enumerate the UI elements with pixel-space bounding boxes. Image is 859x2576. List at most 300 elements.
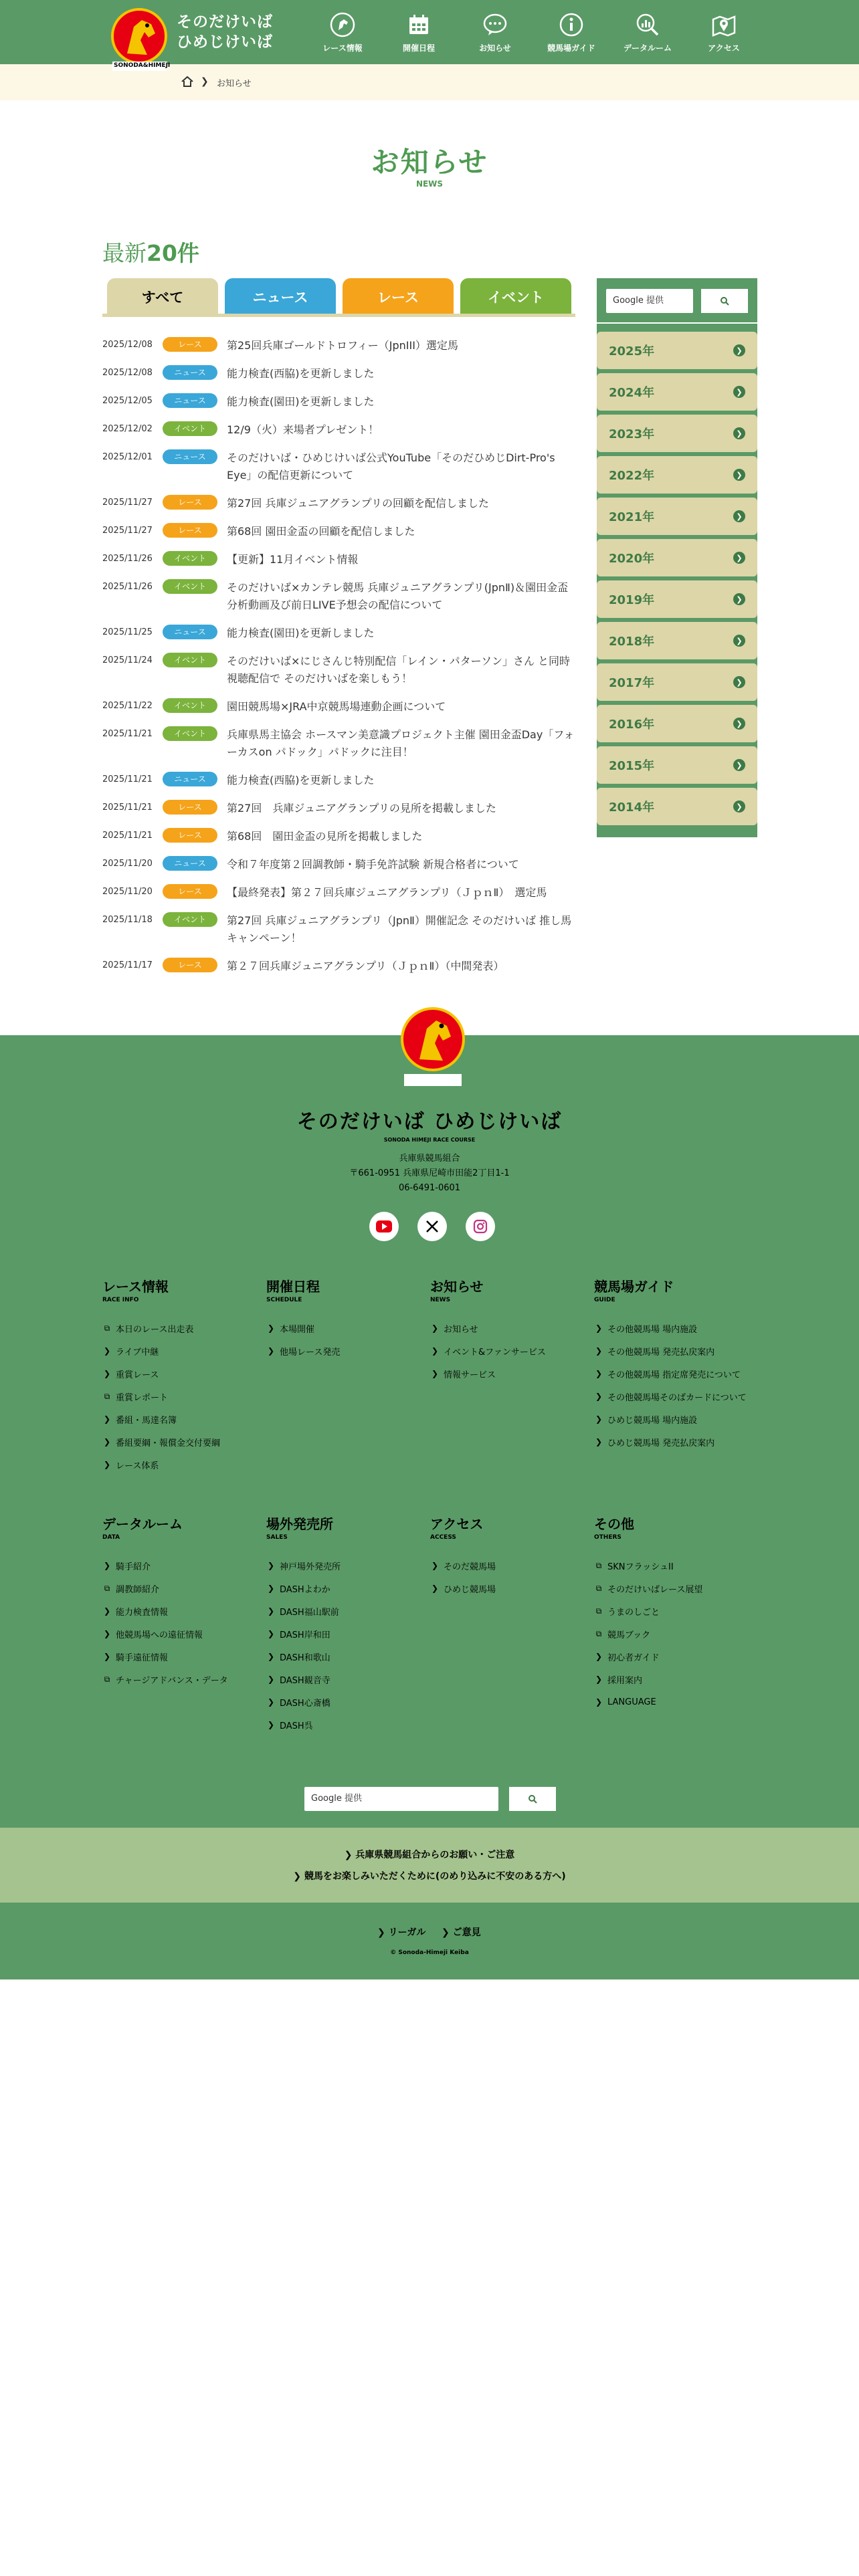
sns-links xyxy=(369,1212,495,1241)
nav-guide[interactable] xyxy=(533,0,609,64)
page-title-en: NEWS xyxy=(415,179,444,189)
footer-link-label: 重賞レース xyxy=(116,1370,159,1380)
year-label: 2019年 xyxy=(609,593,655,607)
chevron-right-icon: ❯ xyxy=(733,635,745,647)
year-label: 2024年 xyxy=(609,386,655,400)
external-link-icon: ⧉ xyxy=(104,1391,110,1401)
news-title[interactable]: 第25回兵庫ゴールドトロフィー（JpnIII）選定馬 xyxy=(227,339,458,352)
search-input[interactable]: Google 提供 xyxy=(606,289,693,313)
news-title[interactable]: 【最終発表】第２７回兵庫ジュニアグランプリ（ＪｐｎⅡ） 選定馬 xyxy=(227,886,547,899)
footer-column-en: SCHEDULE xyxy=(266,1297,302,1303)
news-item[interactable] xyxy=(102,794,575,823)
footer-link-label: 本日のレース出走表 xyxy=(116,1324,194,1335)
home-icon[interactable] xyxy=(181,75,194,88)
chevron-right-icon: ❯ xyxy=(733,718,745,730)
footer-link-label: 競馬ブック xyxy=(607,1630,651,1640)
footer-column xyxy=(266,1276,427,1362)
news-title[interactable]: 第68回 園田金盃の回顧を配信しました xyxy=(227,525,415,538)
footer-link[interactable] xyxy=(594,1600,755,1622)
news-title[interactable]: そのだけいば・ひめじけいば公式YouTube「そのだひめじDirt-Pro's Eye」の配信更新について xyxy=(227,451,555,481)
footer-link-label: ひめじ競馬場 発売払戻案内 xyxy=(607,1438,715,1448)
chevron-right-icon: ❯ xyxy=(595,1323,603,1333)
chevron-right-icon: ❯ xyxy=(733,386,745,398)
logo-text[interactable] xyxy=(177,12,273,52)
footer-link[interactable] xyxy=(102,1622,263,1645)
category-badge: イベント xyxy=(163,912,217,927)
footer-link[interactable] xyxy=(266,1645,427,1668)
footer-column-en: GUIDE xyxy=(594,1297,615,1303)
footer-link[interactable] xyxy=(266,1339,427,1362)
notice-band xyxy=(0,1828,859,1903)
year-label: 2020年 xyxy=(609,552,655,566)
news-date: 2025/11/20 xyxy=(102,887,153,897)
logo-line-1: そのだけいば xyxy=(177,13,273,31)
news-title[interactable]: 第27回 兵庫ジュニアグランプリ（JpnⅡ）開催記念 そのだけいば 推し馬キャンペーン！ xyxy=(227,914,572,944)
footer-link-label: 初心者ガイド xyxy=(607,1652,660,1663)
footer-link-label: その他競馬場 場内施設 xyxy=(607,1324,698,1335)
chevron-right-icon: ❯ xyxy=(431,1561,439,1570)
footer-link[interactable] xyxy=(594,1317,755,1339)
chevron-right-icon: ❯ xyxy=(103,1652,111,1661)
external-link-icon: ⧉ xyxy=(595,1606,602,1616)
news-list xyxy=(102,332,575,980)
chevron-right-icon: ❯ xyxy=(431,1323,439,1333)
news-date: 2025/11/25 xyxy=(102,627,153,637)
footer-column-title: その他 xyxy=(594,1516,634,1532)
footer-link-label: 調教師紹介 xyxy=(116,1584,160,1595)
tab-label: ニュース xyxy=(252,290,308,306)
chevron-right-icon: ❯ xyxy=(103,1414,111,1424)
notice-link-1[interactable]: ❯ 兵庫県競馬組合からのお願い・ご注意 xyxy=(344,1850,515,1860)
chevron-right-icon: ❯ xyxy=(103,1460,111,1469)
x-twitter-icon[interactable] xyxy=(417,1212,447,1241)
news-title[interactable]: 能力検査(西脇)を更新しました xyxy=(227,367,375,380)
calendar-icon xyxy=(405,11,432,38)
instagram-icon[interactable] xyxy=(466,1212,495,1241)
chevron-right-icon: ❯ xyxy=(595,1675,603,1684)
footer-link-label: そのだ競馬場 xyxy=(444,1562,496,1572)
chevron-right-icon: ❯ xyxy=(201,76,209,87)
info-circle-icon xyxy=(558,11,585,38)
footer-link-label: チャージアドバンス・データ xyxy=(116,1675,228,1686)
news-item[interactable] xyxy=(102,490,575,518)
news-date: 2025/11/24 xyxy=(102,655,153,665)
page-title: お知らせ xyxy=(371,146,488,179)
news-item[interactable] xyxy=(102,766,575,794)
news-date: 2025/11/21 xyxy=(102,802,153,813)
footer-link-label: 神戸場外発売所 xyxy=(280,1562,341,1572)
notice-link-label: 競馬をお楽しみいただくために(のめり込みに不安のある方へ) xyxy=(304,1871,566,1882)
news-title[interactable]: 園田競馬場×JRA中京競馬場連動企画について xyxy=(227,700,446,713)
external-link-icon: ⧉ xyxy=(595,1628,602,1638)
news-item[interactable] xyxy=(102,546,575,574)
footer-link-label: お知らせ xyxy=(444,1324,478,1335)
footer-link-label: 採用案内 xyxy=(607,1675,643,1686)
news-title[interactable]: 能力検査(西脇)を更新しました xyxy=(227,774,375,786)
chevron-right-icon: ❯ xyxy=(595,1652,603,1661)
chevron-right-icon: ❯ xyxy=(267,1561,275,1570)
copyright: © Sonoda-Himeji Keiba xyxy=(390,1949,469,1956)
footer-column-title: 場外発売所 xyxy=(266,1516,333,1532)
news-date: 2025/11/27 xyxy=(102,526,153,536)
logo-caption: SONODA&HIMEJI xyxy=(114,62,171,69)
chevron-right-icon: ❯ xyxy=(103,1606,111,1616)
news-date: 2025/12/02 xyxy=(102,424,153,434)
news-title[interactable]: 令和７年度第２回調教師・騎手免許試験 新規合格者について xyxy=(227,858,519,871)
news-title[interactable]: そのだけいば×カンテレ競馬 兵庫ジュニアグランプリ(JpnⅡ)＆園田金盃 分析動画及び前日LIVE予想会の配信について xyxy=(227,581,569,611)
footer-link[interactable] xyxy=(102,1317,263,1339)
youtube-icon[interactable] xyxy=(369,1212,399,1241)
year-link[interactable] xyxy=(597,622,757,659)
news-title[interactable]: 第２７回兵庫ジュニアグランプリ（ＪｐｎⅡ）（中間発表） xyxy=(227,960,504,972)
footer-column-en: DATA xyxy=(102,1534,120,1541)
year-label: 2014年 xyxy=(609,800,655,815)
year-link[interactable] xyxy=(597,788,757,825)
footer-link[interactable] xyxy=(102,1453,263,1476)
footer-link[interactable] xyxy=(594,1691,755,1713)
nav-label: アクセス xyxy=(708,43,740,53)
nav-label: お知らせ xyxy=(479,43,511,53)
external-link-icon: ⧉ xyxy=(104,1323,110,1333)
footer-link[interactable] xyxy=(102,1385,263,1408)
chevron-right-icon: ❯ xyxy=(267,1675,275,1684)
external-link-icon: ⧉ xyxy=(104,1583,110,1593)
category-badge: イベント xyxy=(163,698,217,713)
external-link-icon: ⧉ xyxy=(595,1583,602,1593)
footer-link[interactable] xyxy=(102,1430,263,1453)
category-badge: ニュース xyxy=(163,449,217,464)
footer-link[interactable] xyxy=(102,1577,263,1600)
chevron-right-icon: ❯ xyxy=(267,1720,275,1729)
news-item[interactable] xyxy=(102,851,575,879)
footer-link-label: SKNフラッシュII xyxy=(607,1562,674,1572)
news-item[interactable] xyxy=(102,693,575,721)
chevron-right-icon: ❯ xyxy=(595,1346,603,1356)
chevron-right-icon: ❯ xyxy=(733,759,745,771)
footer-column xyxy=(594,1513,755,1713)
year-label: 2016年 xyxy=(609,718,655,732)
news-title[interactable]: 第27回 兵庫ジュニアグランプリの回顧を配信しました xyxy=(227,497,490,510)
news-item[interactable] xyxy=(102,444,575,490)
external-link-icon: ⧉ xyxy=(104,1674,110,1684)
news-item[interactable] xyxy=(102,907,575,952)
news-title[interactable]: 能力検査(園田)を更新しました xyxy=(227,395,375,408)
chevron-right-icon: ❯ xyxy=(267,1584,275,1593)
chevron-right-icon: ❯ xyxy=(103,1369,111,1378)
tab-underline xyxy=(102,314,575,317)
chevron-right-icon: ❯ xyxy=(431,1346,439,1356)
horse-head-icon xyxy=(329,11,356,38)
chevron-right-icon: ❯ xyxy=(267,1652,275,1661)
chevron-right-icon: ❯ xyxy=(267,1346,275,1356)
nav-label: データルーム xyxy=(623,43,672,53)
tab-race[interactable] xyxy=(343,278,454,316)
footer-column-title: レース情報 xyxy=(102,1279,169,1295)
footer-column-en: NEWS xyxy=(430,1297,451,1303)
news-item[interactable] xyxy=(102,518,575,546)
external-link-icon: ⧉ xyxy=(595,1560,602,1570)
news-title[interactable]: 能力検査(園田)を更新しました xyxy=(227,627,375,639)
news-date: 2025/11/17 xyxy=(102,960,153,970)
nav-access[interactable] xyxy=(686,0,762,64)
category-badge: イベント xyxy=(163,653,217,667)
news-date: 2025/12/08 xyxy=(102,340,153,350)
notice-link-label: 兵庫県競馬組合からのお願い・ご注意 xyxy=(355,1850,515,1860)
footer-column-en: OTHERS xyxy=(594,1534,622,1541)
breadcrumb-current: お知らせ xyxy=(217,79,252,89)
nav-label: レース情報 xyxy=(322,43,363,53)
nav-schedule[interactable] xyxy=(381,0,457,64)
year-link[interactable] xyxy=(597,373,757,411)
news-item[interactable] xyxy=(102,619,575,647)
tab-all[interactable] xyxy=(107,278,218,316)
year-link[interactable] xyxy=(597,705,757,742)
footer-bottom xyxy=(0,1903,859,1979)
tab-label: すべて xyxy=(141,290,184,306)
footer-site-name: そのだけいば ひめじけいば xyxy=(296,1110,563,1134)
nav-news[interactable] xyxy=(457,0,533,64)
search-box xyxy=(606,289,748,313)
chevron-right-icon: ❯ xyxy=(267,1629,275,1638)
footer-tel: 06-6491-0601 xyxy=(398,1183,461,1193)
footer-column-en: ACCESS xyxy=(430,1534,456,1541)
chevron-right-icon: ❯ xyxy=(595,1697,603,1707)
footer-link-label: その他競馬場 発売払戻案内 xyxy=(607,1347,715,1358)
footer-link[interactable] xyxy=(102,1554,263,1577)
footer-link[interactable] xyxy=(594,1645,755,1668)
news-date: 2025/11/21 xyxy=(102,831,153,841)
category-badge: イベント xyxy=(163,579,217,594)
logo-line-2: ひめじけいば xyxy=(177,33,273,51)
news-title[interactable]: 【更新】11月イベント情報 xyxy=(227,553,359,566)
footer-link[interactable] xyxy=(430,1339,591,1362)
footer-link[interactable] xyxy=(430,1317,591,1339)
map-pin-icon xyxy=(710,11,737,38)
news-item[interactable] xyxy=(102,574,575,619)
footer-link-label: 番組要綱・報償金交付要綱 xyxy=(116,1438,221,1448)
count-value: 20件 xyxy=(147,240,199,266)
footer-link[interactable] xyxy=(594,1339,755,1362)
year-archive xyxy=(597,324,757,837)
category-badge: レース xyxy=(163,828,217,843)
footer-column-title: 開催日程 xyxy=(266,1279,320,1295)
year-link[interactable] xyxy=(597,415,757,452)
notice-link-2[interactable]: ❯ 競馬をお楽しみいただくために(のめり込みに不安のある方へ) xyxy=(293,1871,566,1882)
category-badge: レース xyxy=(163,523,217,538)
chat-bubble-icon xyxy=(482,11,508,38)
footer-link-label: DASH心斎橋 xyxy=(280,1698,330,1709)
site-logo[interactable] xyxy=(107,7,174,72)
footer-link-label: ライブ中継 xyxy=(116,1347,159,1358)
tab-news[interactable] xyxy=(225,278,336,316)
footer-link[interactable] xyxy=(430,1362,591,1385)
footer-addr: 〒661-0951 兵庫県尼崎市田能2丁目1-1 xyxy=(349,1168,510,1178)
year-link[interactable] xyxy=(597,539,757,576)
category-tabs xyxy=(107,278,577,316)
news-item[interactable] xyxy=(102,952,575,980)
category-badge: ニュース xyxy=(163,772,217,786)
legal-link[interactable]: ❯ リーガル xyxy=(377,1927,426,1938)
footer-search-box xyxy=(304,1787,556,1811)
footer-link-label: 本場開催 xyxy=(280,1324,315,1335)
footer-link-label: 情報サービス xyxy=(444,1370,496,1380)
news-title[interactable]: 第68回 園田金盃の見所を掲載しました xyxy=(227,830,423,843)
footer-link-label: 能力検査情報 xyxy=(116,1607,169,1618)
footer-link-label: 騎手遠征情報 xyxy=(116,1652,169,1663)
chevron-right-icon: ❯ xyxy=(431,1369,439,1378)
footer-link[interactable] xyxy=(102,1362,263,1385)
footer-link[interactable] xyxy=(266,1622,427,1645)
nav-race-info[interactable] xyxy=(304,0,381,64)
footer-link[interactable] xyxy=(594,1430,755,1453)
chevron-right-icon: ❯ xyxy=(733,676,745,688)
chevron-right-icon: ❯ xyxy=(733,427,745,439)
feedback-link[interactable]: ❯ ご意見 xyxy=(442,1927,481,1938)
footer-link-label: 番組・馬達名簿 xyxy=(116,1415,177,1426)
news-title[interactable]: そのだけいば×にじさんじ特別配信「レイン・パターソン」さん と同時視聴配信で そのだけいばを楽しもう！ xyxy=(227,655,571,685)
footer-link[interactable] xyxy=(266,1317,427,1339)
footer-link[interactable] xyxy=(102,1600,263,1622)
footer-link-label: その他競馬場そのばカードについて xyxy=(607,1392,747,1403)
year-link[interactable] xyxy=(597,580,757,618)
footer-column-title: お知らせ xyxy=(430,1279,484,1295)
footer-link[interactable] xyxy=(430,1554,591,1577)
year-label: 2018年 xyxy=(609,635,655,649)
footer-link[interactable] xyxy=(594,1385,755,1408)
footer-link[interactable] xyxy=(594,1362,755,1385)
search-button[interactable] xyxy=(701,289,748,313)
footer-link[interactable] xyxy=(430,1577,591,1600)
chevron-right-icon: ❯ xyxy=(431,1584,439,1593)
news-item[interactable] xyxy=(102,332,575,360)
footer-link-label: その他競馬場 指定席発売について xyxy=(607,1370,741,1380)
chevron-right-icon: ❯ xyxy=(103,1437,111,1446)
category-badge: ニュース xyxy=(163,393,217,408)
news-item[interactable] xyxy=(102,647,575,693)
footer-column xyxy=(266,1513,427,1736)
footer-logo[interactable] xyxy=(396,1004,470,1093)
footer-link[interactable] xyxy=(102,1645,263,1668)
tab-event[interactable] xyxy=(460,278,571,316)
year-label: 2022年 xyxy=(609,469,655,483)
footer-link[interactable] xyxy=(102,1668,263,1691)
footer-link-label: イベント&ファンサービス xyxy=(444,1347,546,1358)
footer-link[interactable] xyxy=(266,1577,427,1600)
year-label: 2023年 xyxy=(609,427,655,441)
site-header xyxy=(0,0,859,69)
news-item[interactable] xyxy=(102,823,575,851)
footer-link[interactable] xyxy=(266,1600,427,1622)
news-item[interactable] xyxy=(102,721,575,766)
footer-link-label: 騎手紹介 xyxy=(116,1562,151,1572)
category-badge: レース xyxy=(163,884,217,899)
chevron-right-icon: ❯ xyxy=(595,1437,603,1446)
footer-link[interactable] xyxy=(102,1339,263,1362)
footer-link[interactable] xyxy=(266,1713,427,1736)
footer-link-label: うまのしごと xyxy=(607,1607,660,1618)
chevron-right-icon: ❯ xyxy=(733,593,745,605)
footer-org: 兵庫県競馬組合 xyxy=(399,1154,460,1164)
footer-column-en: RACE INFO xyxy=(102,1297,139,1303)
feedback-label: ご意見 xyxy=(452,1927,481,1938)
legal-label: リーガル xyxy=(388,1927,426,1938)
year-label: 2017年 xyxy=(609,676,655,690)
search-icon xyxy=(720,296,729,306)
news-date: 2025/11/22 xyxy=(102,701,153,711)
news-date: 2025/12/01 xyxy=(102,452,153,462)
footer-column-title: 競馬場ガイド xyxy=(594,1279,674,1295)
year-link[interactable] xyxy=(597,663,757,701)
news-date: 2025/12/05 xyxy=(102,396,153,406)
news-item[interactable] xyxy=(102,360,575,388)
global-nav xyxy=(304,0,762,64)
year-label: 2021年 xyxy=(609,510,655,524)
footer-link[interactable] xyxy=(266,1691,427,1713)
footer-link-label: 他場レース発売 xyxy=(280,1347,341,1358)
year-link[interactable] xyxy=(597,746,757,784)
news-item[interactable] xyxy=(102,416,575,444)
category-badge: レース xyxy=(163,495,217,510)
nav-data-room[interactable] xyxy=(609,0,686,64)
category-badge: ニュース xyxy=(163,856,217,871)
footer-search-input[interactable]: Google 提供 xyxy=(304,1787,498,1811)
category-badge: レース xyxy=(163,958,217,972)
news-title[interactable]: 12/9（火）来場者プレゼント！ xyxy=(227,423,379,436)
tab-label: レース xyxy=(377,290,419,306)
news-item[interactable] xyxy=(102,879,575,907)
footer-link-label: 重賞レポート xyxy=(116,1392,169,1403)
news-date: 2025/11/21 xyxy=(102,729,153,739)
news-item[interactable] xyxy=(102,388,575,416)
footer-link[interactable] xyxy=(594,1577,755,1600)
news-date: 2025/11/18 xyxy=(102,915,153,925)
chevron-right-icon: ❯ xyxy=(103,1629,111,1638)
category-badge: ニュース xyxy=(163,365,217,380)
footer-column xyxy=(430,1276,591,1385)
footer-link[interactable] xyxy=(594,1668,755,1691)
footer-link[interactable] xyxy=(102,1408,263,1430)
footer-link-label: そのだけいばレース展望 xyxy=(607,1584,703,1595)
category-badge: イベント xyxy=(163,421,217,436)
chevron-right-icon: ❯ xyxy=(733,344,745,356)
news-title[interactable]: 第27回 兵庫ジュニアグランプリの見所を掲載しました xyxy=(227,802,496,815)
chevron-right-icon: ❯ xyxy=(733,552,745,564)
footer-link-label: DASH福山駅前 xyxy=(280,1607,339,1618)
footer-search-button[interactable] xyxy=(509,1787,556,1811)
year-link[interactable] xyxy=(597,498,757,535)
year-link[interactable] xyxy=(597,456,757,494)
footer-link[interactable] xyxy=(594,1622,755,1645)
footer-link[interactable] xyxy=(594,1408,755,1430)
year-link[interactable] xyxy=(597,332,757,369)
news-date: 2025/11/27 xyxy=(102,498,153,508)
search-icon xyxy=(528,1794,537,1804)
footer-column xyxy=(102,1276,263,1476)
chevron-right-icon: ❯ xyxy=(733,800,745,813)
chevron-right-icon: ❯ xyxy=(103,1561,111,1570)
footer-link[interactable] xyxy=(266,1668,427,1691)
nav-label: 競馬場ガイド xyxy=(547,43,595,53)
footer-link[interactable] xyxy=(594,1554,755,1577)
news-title[interactable]: 兵庫県馬主協会 ホースマン美意識プロジェクト主催 園田金盃Day「フォーカスon パドック」パドックに注目！ xyxy=(227,728,575,758)
news-date: 2025/11/26 xyxy=(102,582,153,592)
news-date: 2025/11/26 xyxy=(102,554,153,564)
count-prefix: 最新 xyxy=(102,240,147,266)
chevron-right-icon: ❯ xyxy=(595,1392,603,1401)
footer-column-title: データルーム xyxy=(102,1516,183,1532)
footer-link[interactable] xyxy=(266,1554,427,1577)
year-label: 2025年 xyxy=(609,344,655,358)
